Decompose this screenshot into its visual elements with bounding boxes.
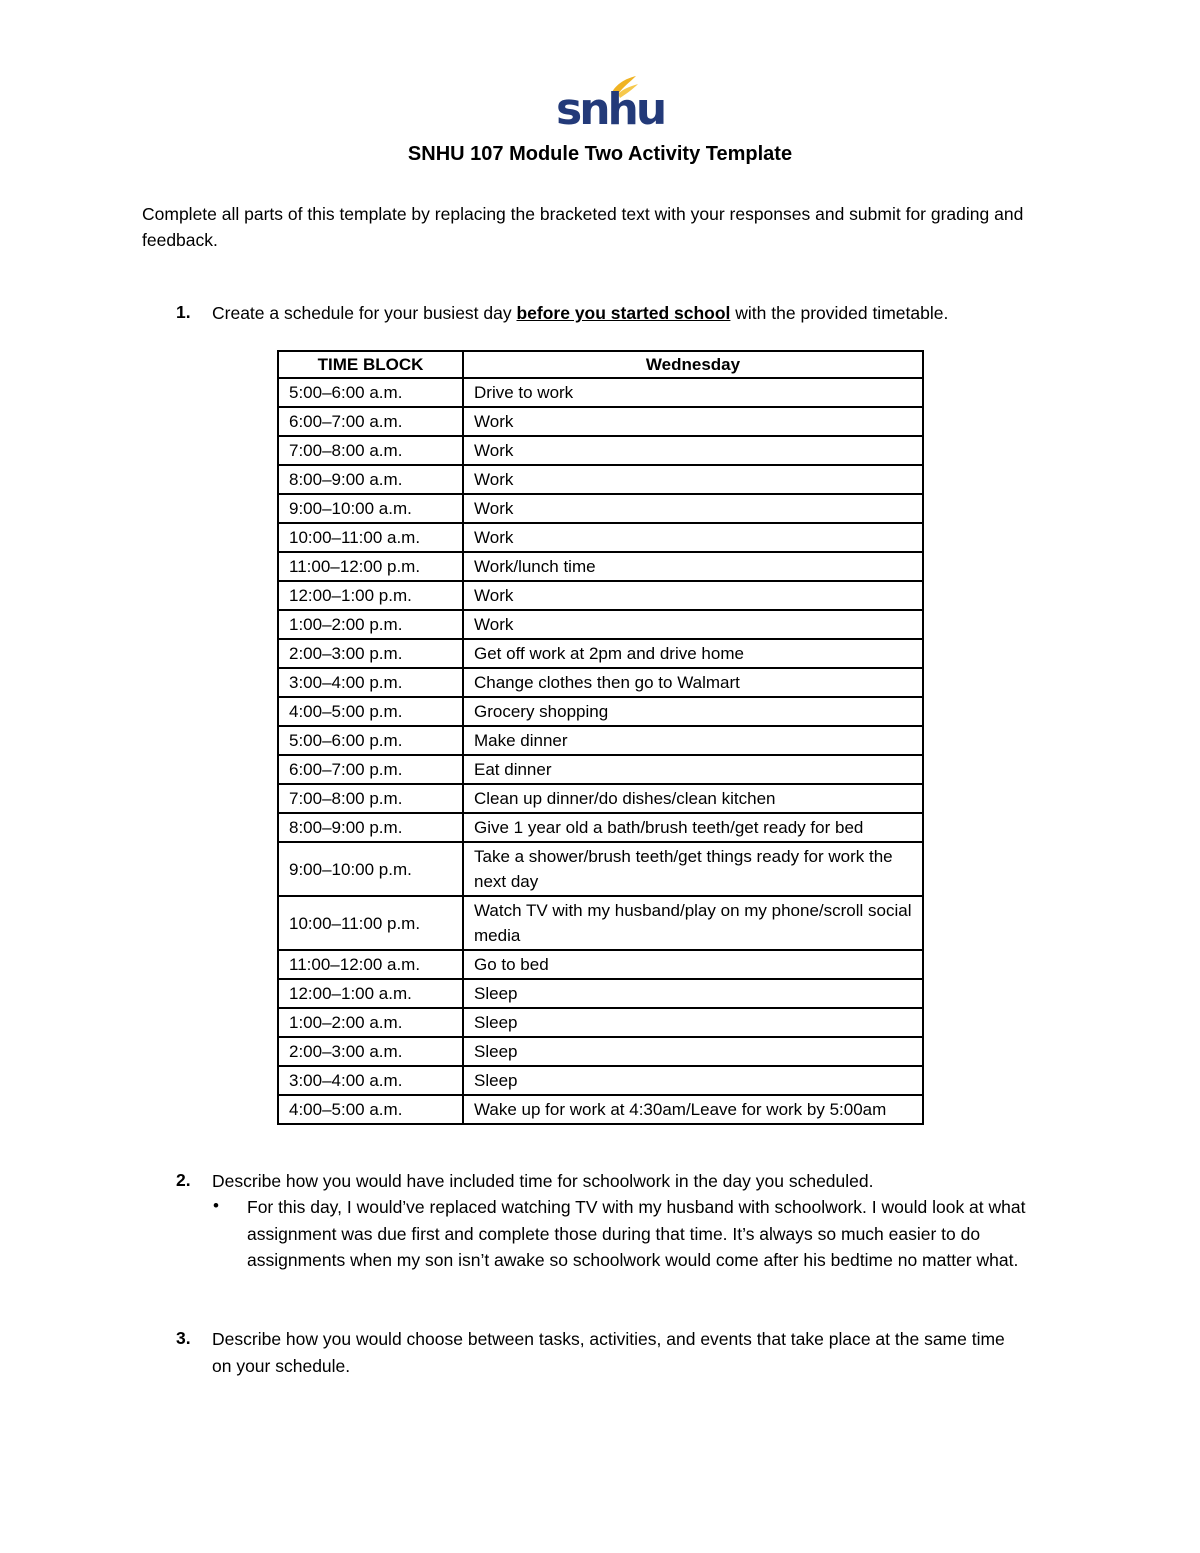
question-2-text: Describe how you would have included time for schoolwork in the day you scheduled. bbox=[212, 1171, 874, 1191]
activity-cell: Clean up dinner/do dishes/clean kitchen bbox=[463, 784, 923, 813]
activity-cell: Work bbox=[463, 494, 923, 523]
time-cell: 2:00–3:00 a.m. bbox=[278, 1037, 463, 1066]
time-cell: 11:00–12:00 p.m. bbox=[278, 552, 463, 581]
table-row bbox=[278, 950, 923, 979]
time-cell: 5:00–6:00 p.m. bbox=[278, 726, 463, 755]
logo-wordmark: snhu bbox=[556, 84, 665, 135]
table-row bbox=[278, 436, 923, 465]
time-cell: 4:00–5:00 a.m. bbox=[278, 1095, 463, 1124]
question-2-answer: For this day, I would’ve replaced watching TV with my husband with schoolwork. I would look at what assignment was due first and complete those during that time. It’s always so much easier to do assignments when my son isn’t awake so schoolwork would come after his bedtime no matter what. bbox=[247, 1197, 1026, 1270]
table-header-row bbox=[278, 351, 923, 378]
table-row bbox=[278, 1037, 923, 1066]
document-title: SNHU 107 Module Two Activity Template bbox=[407, 143, 793, 165]
time-cell: 7:00–8:00 a.m. bbox=[278, 436, 463, 465]
activity-cell: Watch TV with my husband/play on my phone/scroll social media bbox=[463, 896, 923, 950]
question-1-text-start: Create a schedule for your busiest day bbox=[212, 303, 517, 323]
time-cell: 3:00–4:00 p.m. bbox=[278, 668, 463, 697]
time-cell: 10:00–11:00 a.m. bbox=[278, 523, 463, 552]
table-row bbox=[278, 552, 923, 581]
table-row bbox=[278, 1008, 923, 1037]
table-row bbox=[278, 979, 923, 1008]
question-1-number: 1. bbox=[176, 302, 191, 322]
header-time-block: TIME BLOCK bbox=[278, 351, 463, 378]
time-cell: 10:00–11:00 p.m. bbox=[278, 896, 463, 950]
time-cell: 6:00–7:00 a.m. bbox=[278, 407, 463, 436]
activity-cell: Wake up for work at 4:30am/Leave for work by 5:00am bbox=[463, 1095, 923, 1124]
time-cell: 11:00–12:00 a.m. bbox=[278, 950, 463, 979]
time-cell: 12:00–1:00 a.m. bbox=[278, 979, 463, 1008]
schedule-body bbox=[278, 378, 923, 1124]
activity-cell: Give 1 year old a bath/brush teeth/get ready for bed bbox=[463, 813, 923, 842]
table-row bbox=[278, 842, 923, 896]
time-cell: 3:00–4:00 a.m. bbox=[278, 1066, 463, 1095]
time-cell: 9:00–10:00 a.m. bbox=[278, 494, 463, 523]
question-2-number: 2. bbox=[176, 1170, 191, 1190]
activity-cell: Grocery shopping bbox=[463, 697, 923, 726]
activity-cell: Eat dinner bbox=[463, 755, 923, 784]
intro-paragraph: Complete all parts of this template by replacing the bracketed text with your responses and submit for grading and feedback. bbox=[142, 204, 1024, 250]
question-3-text: Describe how you would choose between tasks, activities, and events that take place at the same time on your schedule. bbox=[212, 1329, 1005, 1376]
table-row bbox=[278, 813, 923, 842]
question-1-emphasis: before you started school bbox=[516, 303, 731, 323]
table-row bbox=[278, 465, 923, 494]
activity-cell: Get off work at 2pm and drive home bbox=[463, 639, 923, 668]
table-row bbox=[278, 755, 923, 784]
time-cell: 5:00–6:00 a.m. bbox=[278, 378, 463, 407]
activity-cell: Sleep bbox=[463, 1066, 923, 1095]
table-row bbox=[278, 610, 923, 639]
bullet-icon: • bbox=[213, 1196, 219, 1215]
table-row bbox=[278, 523, 923, 552]
time-cell: 1:00–2:00 a.m. bbox=[278, 1008, 463, 1037]
table-row bbox=[278, 726, 923, 755]
question-1-text-end: with the provided timetable. bbox=[730, 303, 949, 323]
table-row bbox=[278, 494, 923, 523]
activity-cell: Work bbox=[463, 465, 923, 494]
activity-cell: Work bbox=[463, 610, 923, 639]
activity-cell: Change clothes then go to Walmart bbox=[463, 668, 923, 697]
activity-cell: Work bbox=[463, 407, 923, 436]
activity-cell: Sleep bbox=[463, 979, 923, 1008]
time-cell: 9:00–10:00 p.m. bbox=[278, 842, 463, 896]
table-row bbox=[278, 407, 923, 436]
table-row bbox=[278, 668, 923, 697]
activity-cell: Work bbox=[463, 523, 923, 552]
time-cell: 12:00–1:00 p.m. bbox=[278, 581, 463, 610]
activity-cell: Go to bed bbox=[463, 950, 923, 979]
time-cell: 8:00–9:00 a.m. bbox=[278, 465, 463, 494]
table-row bbox=[278, 378, 923, 407]
table-row bbox=[278, 896, 923, 950]
time-cell: 4:00–5:00 p.m. bbox=[278, 697, 463, 726]
activity-cell: Work/lunch time bbox=[463, 552, 923, 581]
time-cell: 6:00–7:00 p.m. bbox=[278, 755, 463, 784]
question-3-number: 3. bbox=[176, 1328, 191, 1348]
time-cell: 1:00–2:00 p.m. bbox=[278, 610, 463, 639]
table-row bbox=[278, 581, 923, 610]
table-row bbox=[278, 639, 923, 668]
activity-cell: Take a shower/brush teeth/get things ready for work the next day bbox=[463, 842, 923, 896]
time-cell: 2:00–3:00 p.m. bbox=[278, 639, 463, 668]
header-wednesday: Wednesday bbox=[463, 351, 923, 378]
time-cell: 7:00–8:00 p.m. bbox=[278, 784, 463, 813]
table-row bbox=[278, 1066, 923, 1095]
table-row bbox=[278, 1095, 923, 1124]
activity-cell: Work bbox=[463, 581, 923, 610]
question-1-text bbox=[212, 300, 1092, 327]
table-row bbox=[278, 784, 923, 813]
activity-cell: Work bbox=[463, 436, 923, 465]
table-row bbox=[278, 697, 923, 726]
activity-cell: Make dinner bbox=[463, 726, 923, 755]
activity-cell: Sleep bbox=[463, 1008, 923, 1037]
time-cell: 8:00–9:00 p.m. bbox=[278, 813, 463, 842]
activity-cell: Drive to work bbox=[463, 378, 923, 407]
snhu-logo bbox=[552, 72, 665, 135]
activity-cell: Sleep bbox=[463, 1037, 923, 1066]
schedule-table bbox=[277, 350, 924, 1125]
